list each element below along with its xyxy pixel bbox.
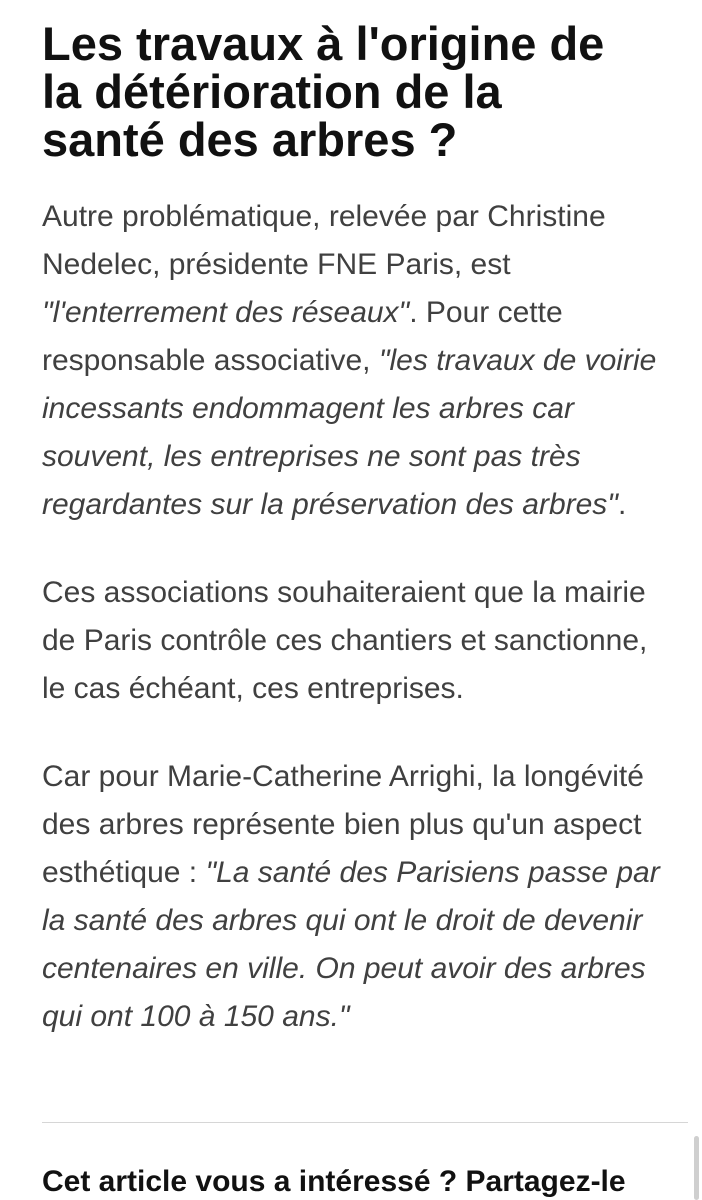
text-segment: Ces associations souhaiteraient que la mairie bbox=[42, 576, 646, 609]
text-segment: Nedelec, présidente FNE Paris, est bbox=[42, 248, 511, 281]
heading-line: santé des arbres ? bbox=[42, 113, 458, 166]
quote-segment: "les travaux de voirie bbox=[378, 344, 657, 377]
paragraph-line bbox=[42, 193, 688, 241]
quote-segment: regardantes sur la préservation des arbres" bbox=[42, 488, 618, 521]
paragraph-line bbox=[42, 753, 688, 801]
paragraph-line bbox=[42, 481, 688, 529]
paragraph-line bbox=[42, 665, 688, 713]
paragraph-line bbox=[42, 993, 688, 1041]
paragraph-line bbox=[42, 433, 688, 481]
section-divider bbox=[42, 1122, 688, 1123]
quote-segment: centenaires en ville. On peut avoir des arbres bbox=[42, 952, 646, 985]
scrollbar-thumb[interactable] bbox=[694, 1136, 699, 1200]
quote-segment: incessants endommagent les arbres car bbox=[42, 392, 574, 425]
article-heading bbox=[42, 17, 688, 166]
text-segment: responsable associative, bbox=[42, 344, 379, 377]
text-segment: . Pour cette bbox=[409, 296, 563, 329]
heading-line: la détérioration de la bbox=[42, 65, 502, 118]
paragraph-line bbox=[42, 569, 688, 617]
paragraph-line bbox=[42, 617, 688, 665]
paragraph-line bbox=[42, 289, 688, 337]
text-segment: des arbres représente bien plus qu'un aspect bbox=[42, 808, 642, 841]
paragraph-line bbox=[42, 385, 688, 433]
share-title: Cet article vous a intéressé ? Partagez-le bbox=[42, 1165, 626, 1198]
paragraph-line bbox=[42, 945, 688, 993]
quote-segment: "l'enterrement des réseaux" bbox=[42, 296, 410, 329]
quote-segment: "La santé des Parisiens passe par bbox=[205, 856, 660, 889]
text-segment: Car pour Marie-Catherine Arrighi, la longévité bbox=[42, 760, 644, 793]
paragraph-line bbox=[42, 849, 688, 897]
text-segment: . bbox=[617, 488, 627, 521]
article-paragraph bbox=[42, 753, 688, 1041]
paragraph-line bbox=[42, 337, 688, 385]
quote-segment: souvent, les entreprises ne sont pas très bbox=[42, 440, 581, 473]
quote-segment: la santé des arbres qui ont le droit de devenir bbox=[42, 904, 643, 937]
quote-segment: qui ont 100 à 150 ans." bbox=[42, 1000, 350, 1033]
text-segment: Autre problématique, relevée par Christine bbox=[42, 200, 606, 233]
text-segment: esthétique : bbox=[42, 856, 206, 889]
heading-line: Les travaux à l'origine de bbox=[42, 17, 605, 70]
text-segment: de Paris contrôle ces chantiers et sanctionne, bbox=[42, 624, 648, 657]
paragraph-line bbox=[42, 897, 688, 945]
text-segment: le cas échéant, ces entreprises. bbox=[42, 672, 464, 705]
article-paragraph bbox=[42, 193, 688, 529]
paragraph-line bbox=[42, 241, 688, 289]
article-paragraph bbox=[42, 569, 688, 713]
paragraph-line bbox=[42, 801, 688, 849]
